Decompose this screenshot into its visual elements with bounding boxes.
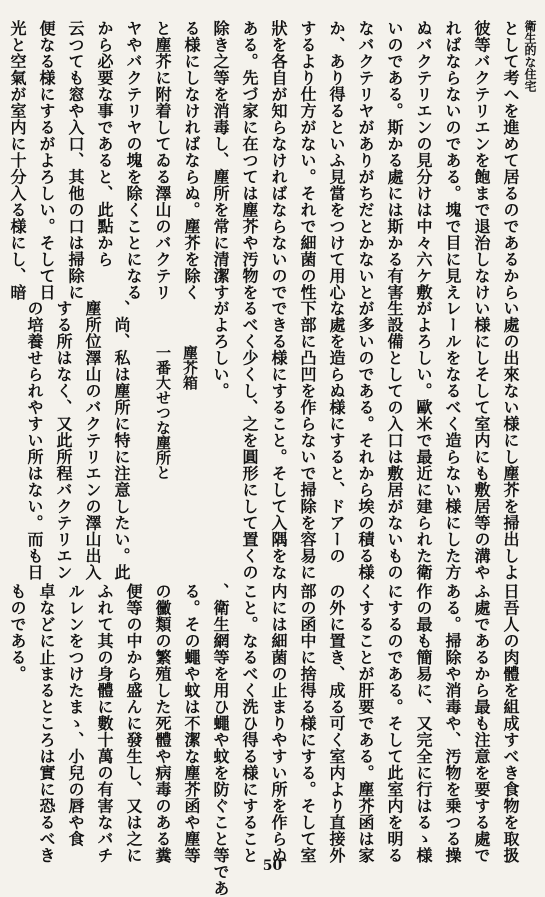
text-column: にするのである。そして此室内を明る — [385, 583, 404, 864]
text-column: ればならないのである。塊で目に見え — [443, 20, 462, 301]
text-column: 、尚、私は塵所に特に注意したい。此 — [112, 300, 131, 581]
text-column: レールをなるべく造らない様にした方 — [443, 300, 462, 581]
page-number: 50 — [262, 858, 283, 874]
text-column: いのである。斯かる處には斯かる有害 — [385, 20, 404, 301]
text-column: くすることが肝要である。塵芥函は家 — [356, 583, 375, 864]
text-column: なバクテリヤがありがちだとかないと — [356, 20, 375, 301]
text-column: ぬバクテリエンの見分けは中々六ケ敷 — [414, 20, 433, 301]
text-block-middle-left — [20, 300, 136, 581]
text-column: がよろしい。 — [211, 300, 230, 399]
text-column: 作の最も簡易に、又完全に行はるゝ様 — [414, 583, 433, 864]
text-column: るべく少くし、之を圓形にして置くの — [240, 300, 259, 581]
text-column: る様にしなければならぬ。塵芥を除く — [182, 20, 201, 301]
section-heading-hygienic-house: 衛生的な住宅 — [523, 20, 537, 92]
text-column: か、あり得るといふ見當をつけて用心 — [327, 20, 346, 301]
text-column: 日吾人の肉體を組成すべき食物を取扱 — [501, 583, 520, 864]
text-column: の外に置き、成る可く室内より直接外 — [327, 583, 346, 864]
text-column: 内には細菌の止まりやすい所を作らぬ — [269, 583, 288, 864]
text-column: の黴類の繁殖した死體や病毒のある糞 — [153, 583, 172, 864]
text-column: ヤやバクテリヤの塊を除くことになる — [124, 20, 143, 301]
text-column: が多いのである。それから埃の積る様 — [356, 300, 375, 581]
text-column: い様にしそして室内にも敷居等の溝や — [472, 300, 491, 581]
text-column: として考へを進めて居るのであるから — [501, 20, 520, 301]
text-column: する所はなく、又此所程バクテリエン — [54, 300, 73, 581]
text-column: と塵芥に附着してゐる澤山のバクテリ — [153, 20, 172, 301]
text-column: ある。先づ家に在つては塵芥や汚物を — [240, 20, 259, 301]
text-column: 塵所位澤山のバクテリエンの澤山出入 — [83, 300, 102, 581]
text-column: ふ處であるから最も注意を要する處で — [472, 583, 491, 864]
text-block-top — [3, 20, 525, 301]
text-column: 光と空氣が室内に十分入る様にし、暗 — [8, 20, 27, 301]
text-column: 下部に凸凹を作らないで掃除を容易に — [298, 300, 317, 581]
text-column: ルレンをつけたまゝ、小兒の唇や食 — [66, 583, 85, 847]
text-column: る。その蠅や蚊は不潔な塵芥函や塵等 — [182, 583, 201, 864]
text-column: 生設備としての入口は敷居がないもの — [385, 300, 404, 581]
text-column: の培養せられやすい所はない。而も日 — [25, 300, 44, 581]
text-column: 便等の中から盛んに發生し、又は之に — [124, 583, 143, 864]
text-column: ものである。 — [8, 583, 27, 682]
text-column: な處を造らぬ様にすると、ドアーの — [327, 300, 346, 564]
text-column: 卓などに止まるところは實に恐るべき — [37, 583, 56, 864]
text-column: できる様にすること。そして入隅をな — [269, 300, 288, 581]
text-column: から必要な事であると、此點から — [95, 20, 114, 268]
text-column: ふれて其の身體に數十萬の有害なバチ — [95, 583, 114, 864]
text-column: い處の出來ない様にし塵芥を掃出しよ — [501, 300, 520, 581]
text-block-middle-right — [206, 300, 525, 581]
text-column: 除き之等を消毒し、塵所を常に清潔す — [211, 20, 230, 301]
text-column: ある。掃除や消毒や、汚物を乗つる操 — [443, 583, 462, 864]
text-column: こと。なるべく洗ひ得る様にすること — [240, 583, 259, 864]
text-column: 、衛生網等を用ひ蠅や蚊を防ぐこと等であ — [211, 583, 230, 897]
text-column: 彼等バクテリエンを飽まで退治しなけ — [472, 20, 491, 301]
text-column: 部の函中に捨得る様にする。そして室 — [298, 583, 317, 864]
text-column: がよろしい。歐米で最近に建られた衛 — [414, 300, 433, 581]
section-title-important-place: 一番大せつな塵所と — [154, 345, 172, 480]
text-column: するより仕方がない。それで細菌の性 — [298, 20, 317, 301]
text-column: 狀を各自が知らなければならないので — [269, 20, 288, 301]
text-column: 便なる様にするがよろしい。そして日 — [37, 20, 56, 301]
text-column: 云つても窓や入口、其他の口は掃除に — [66, 20, 85, 301]
section-title-dust-box: 塵芥箱 — [181, 345, 199, 390]
